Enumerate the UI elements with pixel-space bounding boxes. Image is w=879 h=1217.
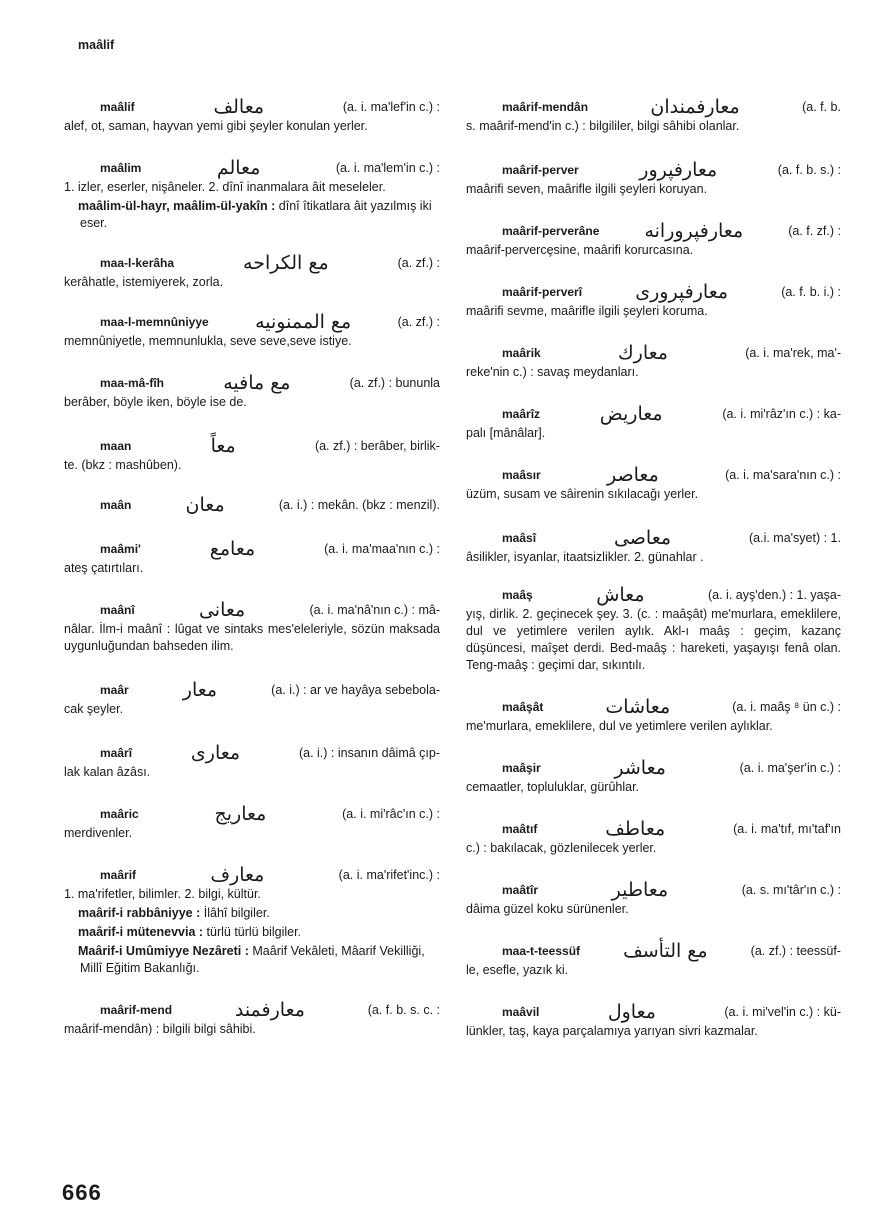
- arabic-spelling: معارفپرورانه: [644, 220, 744, 242]
- headword: maan: [100, 439, 132, 453]
- dictionary-entry: [466, 275, 841, 320]
- arabic-spelling: معاً: [210, 435, 236, 457]
- dictionary-entry: [466, 934, 841, 979]
- dictionary-entry: [64, 488, 440, 514]
- sub-entry-term: maâlim-ül-hayr, maâlim-ül-yakîn :: [78, 199, 276, 213]
- headword: maârif-mendân: [502, 100, 589, 114]
- entry-head: [64, 246, 440, 272]
- entry-head: [64, 305, 440, 331]
- arabic-spelling: معامع: [209, 538, 256, 560]
- headword: maân: [100, 498, 132, 512]
- dictionary-entry: [64, 366, 440, 411]
- dictionary-entry: [466, 153, 841, 198]
- headword: maânî: [100, 603, 135, 617]
- entry-head: [466, 521, 841, 547]
- headword: maâş: [502, 588, 533, 602]
- definition: le, esefle, yazık ki.: [466, 963, 569, 977]
- grammar-note: (a. i. ma'rifet'inc.) :: [338, 868, 440, 882]
- headword: maârî: [100, 746, 133, 760]
- headword: maâşir: [502, 761, 541, 775]
- arabic-spelling: معاريض: [599, 403, 663, 425]
- grammar-note: (a. i.) : mekân. (bkz : menzil).: [278, 498, 440, 512]
- arabic-spelling: معالف: [213, 96, 265, 118]
- definition: s. maârif-mend'in c.) : bilgililer, bilgi sâhibi olanlar.: [466, 119, 740, 133]
- entry-head: [64, 429, 440, 455]
- dictionary-entry: [466, 873, 841, 918]
- arabic-spelling: معاصر: [607, 464, 659, 486]
- dictionary-entry: [64, 246, 440, 291]
- headword: maâric: [100, 807, 139, 821]
- grammar-note: (a. i.) : ar ve hayâya sebebola-: [271, 683, 440, 697]
- grammar-note: (a. i. mi'râz'ın c.) : ka-: [722, 407, 841, 421]
- entry-head: [466, 458, 841, 484]
- definition: 1. ma'rifetler, bilimler. 2. bilgi, kültür.: [64, 887, 261, 901]
- running-head: maâlif: [78, 38, 115, 52]
- definition: nâlar. İlm-i maânî : lûgat ve sintaks mes'eleleriyle, sözün maksada uygunluğundan bahseden ilim.: [64, 622, 440, 653]
- definition: me'murlara, emeklilere, dul ve yetimlere verilen aylıklar.: [466, 719, 773, 733]
- dictionary-entry: [466, 458, 841, 503]
- dictionary-entry: [64, 797, 440, 842]
- dictionary-entry: [466, 812, 841, 857]
- entry-head: [466, 934, 841, 960]
- headword: maârif-perverâne: [502, 224, 600, 238]
- dictionary-entry: [64, 858, 440, 977]
- grammar-note: (a. zf.) :: [397, 256, 440, 270]
- headword: maârik: [502, 346, 541, 360]
- arabic-spelling: معاصى: [613, 527, 672, 549]
- left-column: [64, 90, 440, 1038]
- dictionary-entry: [64, 305, 440, 350]
- grammar-note: (a. i. ma'şer'in c.) :: [739, 761, 841, 775]
- entry-head: [466, 397, 841, 423]
- dictionary-entry: [64, 593, 440, 655]
- arabic-spelling: معارفپرورى: [635, 281, 729, 303]
- definition: berâber, böyle iken, böyle ise de.: [64, 395, 247, 409]
- grammar-note: (a. zf.) :: [397, 315, 440, 329]
- arabic-spelling: مع الكراحه: [243, 252, 329, 274]
- headword: maâtıf: [502, 822, 538, 836]
- entry-head: [64, 366, 440, 392]
- grammar-note: (a. i. ma'maa'nın c.) :: [324, 542, 440, 556]
- page-number: 666: [62, 1180, 102, 1205]
- arabic-spelling: معاطير: [611, 879, 669, 901]
- entry-head: [466, 153, 841, 179]
- entry-head: [466, 214, 841, 240]
- dictionary-entry: [466, 521, 841, 566]
- entry-head: [466, 275, 841, 301]
- definition: lünkler, taş, kaya parçalamıya yarıyan sivri kazmalar.: [466, 1024, 758, 1038]
- grammar-note: (a. f. b. s.) :: [777, 163, 841, 177]
- definition: yış, dirlik. 2. geçinecek şey. 3. (c. : maâşât) me'murlara, emeklilere, dul ve yetimlere verilen aylık. Akl-ı maâş : geçim, kazanç düşüncesi, maîşet derdi. Bed-maâş : hareketi, yaşayışı fenâ olan. Teng-maâş : geçimi dar, sıkıntılı.: [466, 607, 841, 672]
- grammar-note: (a. i. ma'lem'in c.) :: [335, 161, 440, 175]
- headword: maârif-perver: [502, 163, 579, 177]
- entry-head: [64, 673, 440, 699]
- definition: üzüm, susam ve sâirenin sıkılacağı yerler.: [466, 487, 699, 501]
- grammar-note: (a. i. maâş ⁸ ün c.) :: [732, 700, 841, 714]
- headword: maa-l-kerâha: [100, 256, 175, 270]
- arabic-spelling: معان: [185, 494, 225, 516]
- arabic-spelling: معاشات: [605, 696, 671, 718]
- headword: maâvil: [502, 1005, 540, 1019]
- grammar-note: (a. f. b. i.) :: [781, 285, 841, 299]
- grammar-note: (a. i. ayş'den.) : 1. yaşa-: [708, 588, 841, 602]
- definition: maârifi sevme, maârifle ilgili şeyleri koruma.: [466, 304, 708, 318]
- arabic-spelling: معارفمند: [234, 999, 305, 1021]
- definition: te. (bkz : mashûben).: [64, 458, 182, 472]
- definition: maârifi seven, maârifle ilgili şeyleri koruyan.: [466, 182, 708, 196]
- headword: maâmi': [100, 542, 141, 556]
- dictionary-entry: [466, 995, 841, 1040]
- arabic-spelling: معاش: [596, 584, 645, 606]
- headword: maârif-perverî: [502, 285, 583, 299]
- grammar-note: (a. f. b. s. c. :: [367, 1003, 440, 1017]
- entry-head: [466, 690, 841, 716]
- definition: merdivenler.: [64, 826, 133, 840]
- arabic-spelling: معاول: [607, 1001, 656, 1023]
- entry-head: [466, 578, 841, 604]
- definition: âsilikler, isyanlar, itaatsizlikler. 2. günahlar .: [466, 550, 704, 564]
- arabic-spelling: مع الممنونيه: [255, 311, 352, 333]
- dictionary-entry: [466, 336, 841, 381]
- grammar-note: (a. i. ma'tıf, mı'taf'ın: [733, 822, 841, 836]
- definition: cak şeyler.: [64, 702, 124, 716]
- arabic-spelling: معارفمندان: [650, 96, 740, 118]
- arabic-spelling: معارفپرور: [639, 159, 718, 181]
- entry-head: [64, 736, 440, 762]
- definition: kerâhatle, istemiyerek, zorla.: [64, 275, 224, 289]
- arabic-spelling: مع مافيه: [223, 372, 291, 394]
- entry-head: [466, 995, 841, 1021]
- grammar-note: (a. zf.) : bununla: [349, 376, 440, 390]
- definition: dâima güzel koku sürünenler.: [466, 902, 629, 916]
- arabic-spelling: معاشر: [614, 757, 666, 779]
- definition: ateş çatırtıları.: [64, 561, 144, 575]
- grammar-note: (a. f. b.: [802, 100, 841, 114]
- definition: palı [mânâlar].: [466, 426, 546, 440]
- headword: maâlif: [100, 100, 135, 114]
- headword: maa-mâ-fîh: [100, 376, 165, 390]
- dictionary-entry: [466, 690, 841, 735]
- grammar-note: (a. i. ma'lef'in c.) :: [342, 100, 440, 114]
- sub-entry-term: maârif-i rabbâniyye :: [78, 906, 201, 920]
- dictionary-entry: [466, 751, 841, 796]
- sub-entry-term: Maârif-i Umûmiyye Nezâreti :: [78, 944, 249, 958]
- sub-entry: [64, 198, 440, 232]
- grammar-note: (a. i. mi'râc'ın c.) :: [342, 807, 440, 821]
- headword: maârif: [100, 868, 137, 882]
- entry-head: [64, 993, 440, 1019]
- sub-entry: [64, 905, 440, 922]
- dictionary-entry: [466, 578, 841, 674]
- arabic-spelling: معارك: [617, 342, 668, 364]
- definition: memnûniyetle, memnunlukla, seve seve,seve istiye.: [64, 334, 352, 348]
- headword: maârif-mend: [100, 1003, 173, 1017]
- arabic-spelling: معار: [182, 679, 218, 701]
- dictionary-entry: [64, 532, 440, 577]
- arabic-spelling: مع التأسف: [623, 940, 708, 962]
- definition: 1. izler, eserler, nişâneler. 2. dînî inanmalara âit meseleler.: [64, 180, 386, 194]
- dictionary-entry: [64, 151, 440, 232]
- headword: maârîz: [502, 407, 541, 421]
- sub-entry-meaning: Maârif Vekâleti, Mâarif Vekilliği, Millî Eğitim Bakanlığı.: [80, 944, 425, 975]
- headword: maa-t-teessüf: [502, 944, 581, 958]
- headword: maâr: [100, 683, 129, 697]
- definition: maârif-mendân) : bilgili bilgi sâhibi.: [64, 1022, 256, 1036]
- entry-head: [64, 797, 440, 823]
- entry-head: [64, 488, 440, 514]
- definition: cemaatler, topluluklar, gürûhlar.: [466, 780, 640, 794]
- grammar-note: (a. i. ma'sara'nın c.) :: [725, 468, 841, 482]
- entry-head: [64, 858, 440, 884]
- headword: maâsî: [502, 531, 537, 545]
- entry-head: [466, 751, 841, 777]
- grammar-note: (a. zf.) : berâber, birlik-: [314, 439, 440, 453]
- entry-head: [64, 151, 440, 177]
- dictionary-entry: [64, 736, 440, 781]
- sub-entry: [64, 924, 440, 941]
- entry-head: [466, 336, 841, 362]
- dictionary-entry: [64, 673, 440, 718]
- arabic-spelling: معارى: [190, 742, 241, 764]
- entry-head: [64, 593, 440, 619]
- grammar-note: (a. zf.) : teessüf-: [750, 944, 841, 958]
- arabic-spelling: معانى: [198, 599, 246, 621]
- definition: alef, ot, saman, hayvan yemi gibi şeyler konulan yerler.: [64, 119, 368, 133]
- arabic-spelling: معارف: [210, 864, 265, 886]
- grammar-note: (a. s. mı'târ'ın c.) :: [741, 883, 841, 897]
- sub-entry-meaning: İlâhî bilgiler.: [203, 906, 270, 920]
- grammar-note: (a. i. ma'nâ'nın c.) : mâ-: [309, 603, 440, 617]
- sub-entry-meaning: dînî îtikatlara âit yazılmış iki eser.: [80, 199, 432, 230]
- arabic-spelling: معاريج: [214, 803, 267, 825]
- entry-head: [64, 90, 440, 116]
- arabic-spelling: معالم: [216, 157, 261, 179]
- definition: reke'nin c.) : savaş meydanları.: [466, 365, 639, 379]
- entry-head: [64, 532, 440, 558]
- dictionary-entry: [466, 90, 841, 135]
- headword: maâlim: [100, 161, 142, 175]
- arabic-spelling: معاطف: [605, 818, 666, 840]
- sub-entry-term: maârif-i mütenevvia :: [78, 925, 204, 939]
- grammar-note: (a. f. zf.) :: [788, 224, 841, 238]
- dictionary-entry: [64, 993, 440, 1038]
- definition: c.) : bakılacak, gözlenilecek yerler.: [466, 841, 657, 855]
- headword: maa-l-memnûniyye: [100, 315, 209, 329]
- entry-head: [466, 812, 841, 838]
- headword: maâsır: [502, 468, 541, 482]
- entry-head: [466, 873, 841, 899]
- right-column: [466, 90, 841, 1040]
- entry-head: [466, 90, 841, 116]
- grammar-note: (a. i. mi'vel'in c.) : kü-: [724, 1005, 841, 1019]
- dictionary-entry: [466, 214, 841, 259]
- dictionary-entry: [64, 90, 440, 135]
- grammar-note: (a.i. ma'syet) : 1.: [748, 531, 841, 545]
- headword: maâtîr: [502, 883, 539, 897]
- dictionary-entry: [64, 429, 440, 474]
- definition: lak kalan âzâsı.: [64, 765, 151, 779]
- sub-entry: [64, 943, 440, 977]
- grammar-note: (a. i.) : insanın dâimâ çıp-: [298, 746, 440, 760]
- definition: maârif-pervercȩsine, maârifi korurcasına.: [466, 243, 694, 257]
- sub-entry-meaning: türlü türlü bilgiler.: [206, 925, 302, 939]
- dictionary-entry: [466, 397, 841, 442]
- grammar-note: (a. i. ma'rek, ma'-: [745, 346, 841, 360]
- headword: maâşât: [502, 700, 544, 714]
